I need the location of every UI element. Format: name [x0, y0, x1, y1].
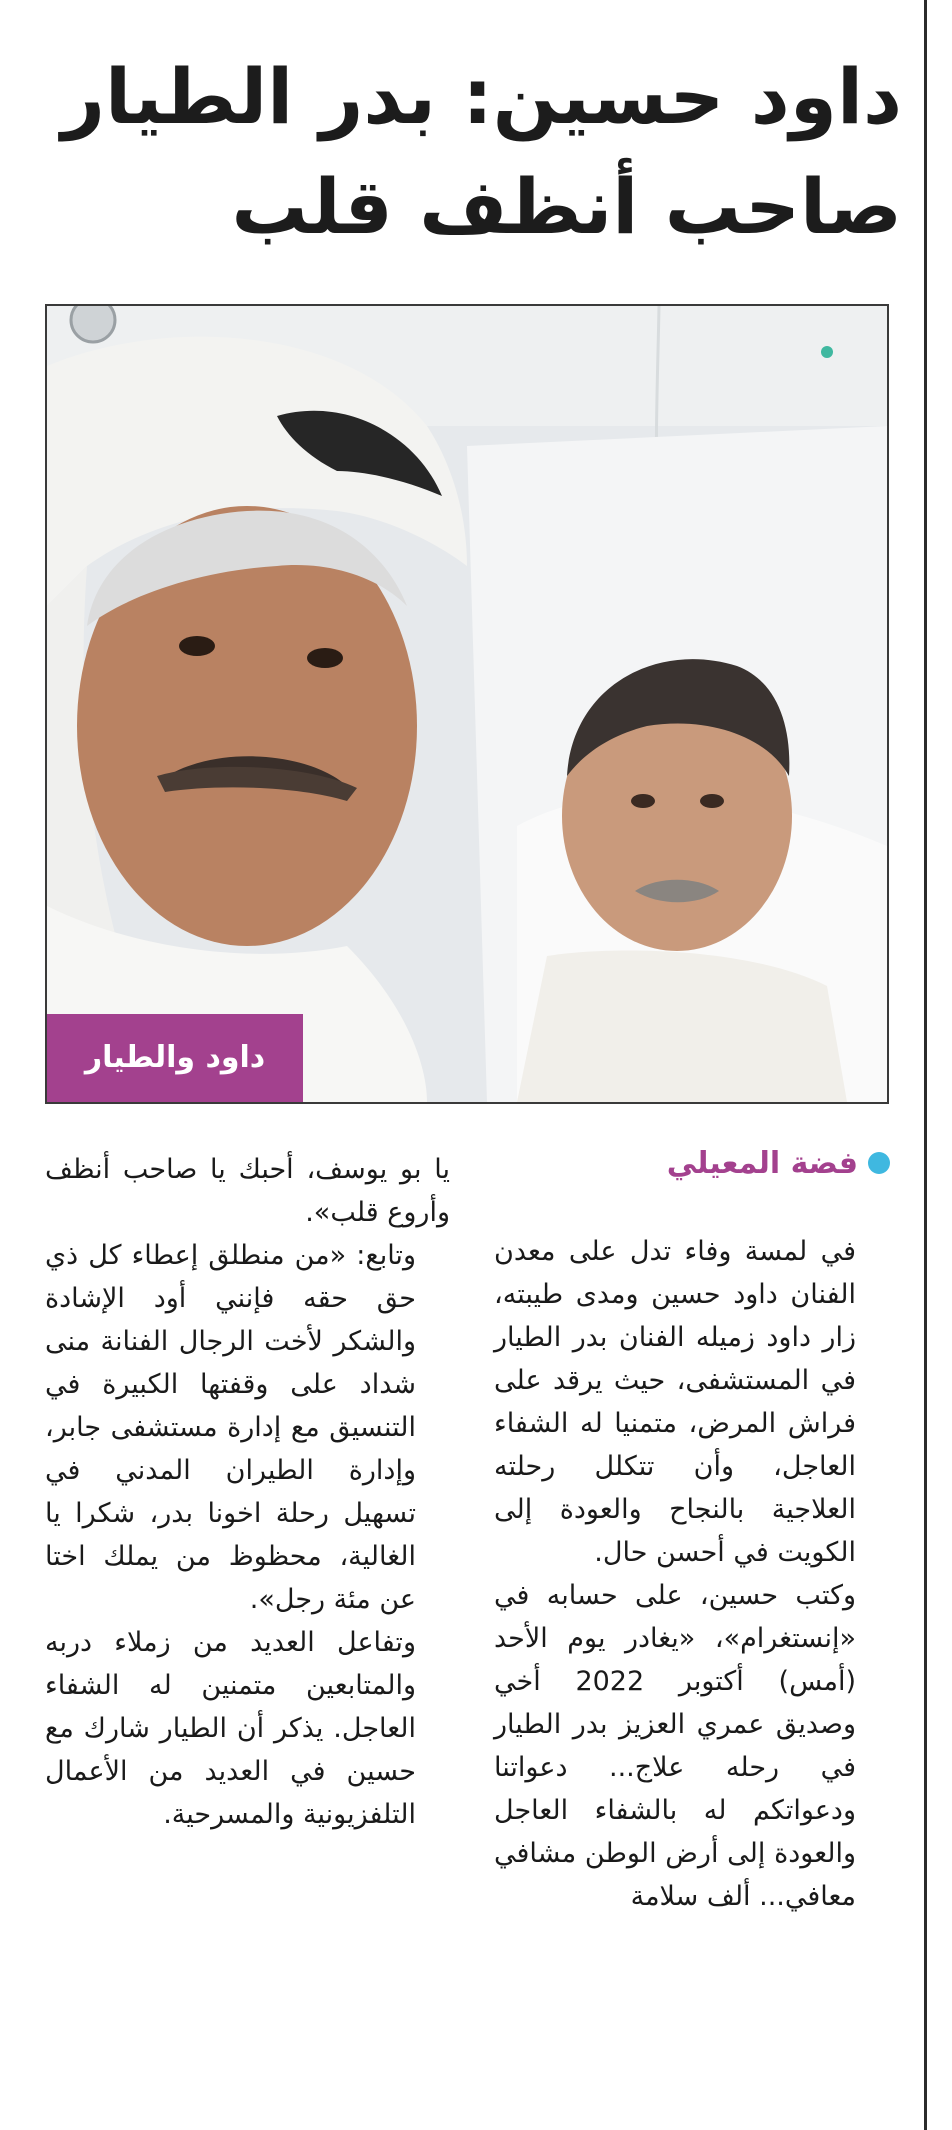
- headline-line-2: صاحب أنظف قلب: [231, 162, 902, 251]
- paragraph: وكتب حسين، على حسابه في «إنستغرام»، «يغادر يوم الأحد (أمس) أكتوبر 2022 أخي وصديق عمري العزيز بدر الطيار في رحله علاج... دعواتنا ودعواتكم له بالشفاء العاجل والعودة إلى أرض الوطن مشافي معافي... ألف سلامة: [494, 1580, 856, 1912]
- headline: [40, 42, 902, 262]
- headline-line-1: داود حسين: بدر الطيار: [61, 52, 902, 141]
- article-column-right: [494, 1230, 890, 1918]
- bullet-icon: [868, 1152, 890, 1174]
- paragraph: يا بو يوسف، أحبك يا صاحب أنظف وأروع قلب».: [45, 1154, 450, 1228]
- author-name: فضة المعيلي: [666, 1145, 858, 1181]
- paragraph: في لمسة وفاء تدل على معدن الفنان داود حسين ومدى طيبته، زار داود زميله الفنان بدر الطيار في المستشفى، حيث يرقد على فراش المرض، متمنيا له الشفاء العاجل، وأن تتكلل رحلته العلاجية بالنجاح والعودة إلى الكويت في أحسن حال.: [494, 1236, 856, 1568]
- paragraph: وتابع: «من منطلق إعطاء كل ذي حق حقه فإنني أود الإشادة والشكر لأخت الرجال الفنانة منى شداد على وقفتها الكبيرة في التنسيق مع إدارة مستشفى جابر، وإدارة الطيران المدني في تسهيل رحلة اخونا بدر، شكرا يا الغالية، محظوظ من يملك اختا عن مئة رجل».: [45, 1240, 416, 1615]
- photo-illustration: [47, 306, 887, 1102]
- paragraph: وتفاعل العديد من زملاء دربه والمتابعين متمنين له الشفاء العاجل. يذكر أن الطيار شارك مع حسين في العديد من الأعمال التلفزيونية والمسرحية.: [45, 1627, 416, 1830]
- page-edge-rule: [924, 0, 927, 2130]
- article-column-left: [45, 1148, 450, 1836]
- author-byline: [500, 1140, 890, 1186]
- article-photo: [45, 304, 889, 1104]
- photo-caption: داود والطيار: [47, 1014, 303, 1102]
